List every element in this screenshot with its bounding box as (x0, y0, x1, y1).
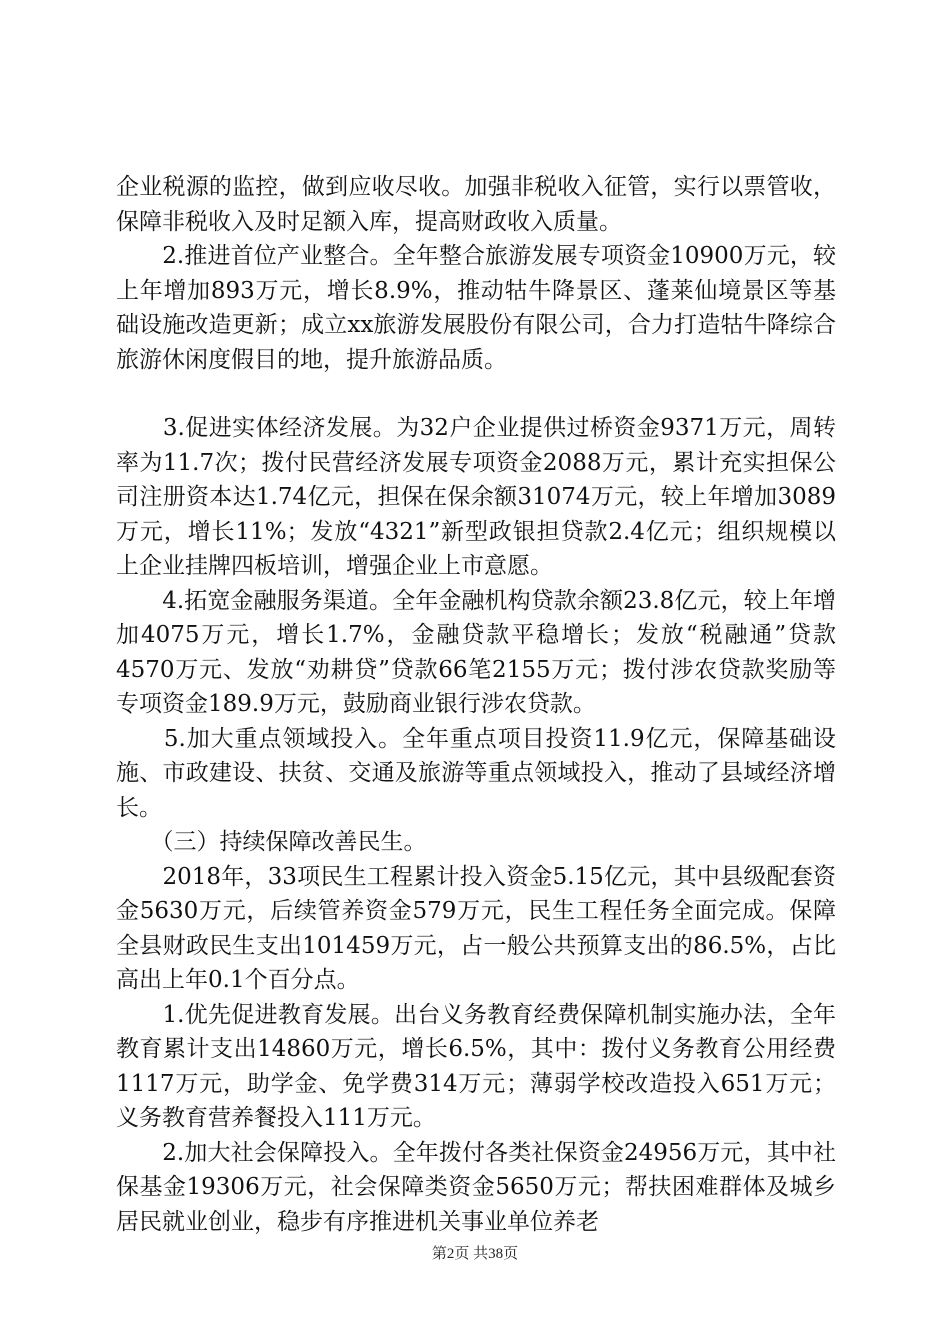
page-number-footer: 第2页 共38页 (431, 1246, 519, 1262)
paragraph-social-security: 2.加大社会保障投入。全年拨付各类社保资金24956万元，其中社保基金19306万元，社会保障类资金5650万元；帮扶困难群体及城乡居民就业创业，稳步有序推进机关事业单位养老 (116, 1139, 836, 1235)
paragraph-livelihood-projects: 2018年，33项民生工程累计投入资金5.15亿元，其中县级配套资金5630万元，后续管养资金579万元，民生工程任务全面完成。保障全县财政民生支出101459万元，占一般公共预算支出的86.5%，占比高出上年0.1个百分点。 (116, 863, 836, 993)
paragraph-education: 1.优先促进教育发展。出台义务教育经费保障机制实施办法，全年教育累计支出14860万元，增长6.5%，其中：拨付义务教育公用经费1117万元，助学金、免学费314万元；薄弱学校改造投入651万元；义务教育营养餐投入111万元。 (116, 1001, 836, 1131)
paragraph-real-economy: 3.促进实体经济发展。为32户企业提供过桥资金9371万元，周转率为11.7次；拨付民营经济发展专项资金2088万元，累计充实担保公司注册资本达1.74亿元，担保在保余额31074万元，较上年增加3089万元，增长11%；发放“4321”新型政银担贷款2.4亿元；组织规模以上企业挂牌四板培训，增强企业上市意愿。 (116, 415, 836, 579)
paragraph-financial-services: 4.拓宽金融服务渠道。全年金融机构贷款余额23.8亿元，较上年增加4075万元，增长1.7%，金融贷款平稳增长；发放“税融通”贷款4570万元、发放“劝耕贷”贷款66笔2155万元；拨付涉农贷款奖励等专项资金189.9万元，鼓励商业银行涉农贷款。 (116, 587, 836, 717)
body-text (116, 170, 836, 1239)
paragraph-key-investment: 5.加大重点领域投入。全年重点项目投资11.9亿元，保障基础设施、市政建设、扶贫、交通及旅游等重点领域投入，推动了县域经济增长。 (116, 725, 836, 821)
section-heading-livelihood: （三）持续保障改善民生。 (116, 829, 427, 855)
paragraph-tax-source: 企业税源的监控，做到应收尽收。加强非税收入征管，实行以票管收，保障非税收入及时足额入库，提高财政收入质量。 (116, 174, 836, 235)
paragraph-gap (116, 377, 836, 411)
paragraph-industry-integration: 2.推进首位产业整合。全年整合旅游发展专项资金10900万元，较上年增加893万元，增长8.9%，推动牯牛降景区、蓬莱仙境景区等基础设施改造更新；成立xx旅游发展股份有限公司，合力打造牯牛降综合旅游休闲度假目的地，提升旅游品质。 (116, 243, 836, 373)
